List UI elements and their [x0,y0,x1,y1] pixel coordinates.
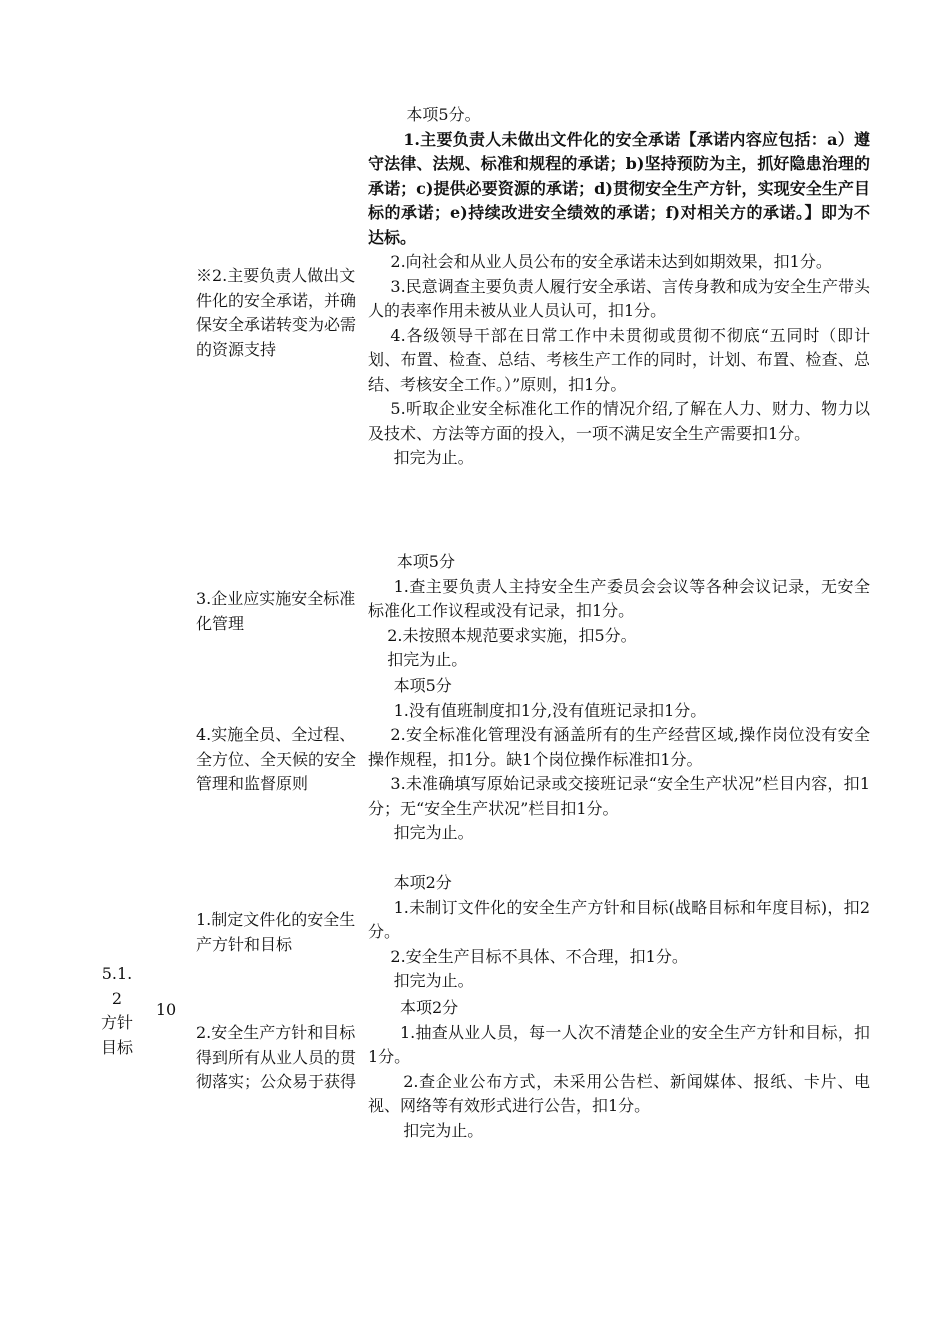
clause: 2.查企业公布方式，未采用公告栏、新闻媒体、报纸、卡片、电视、网络等有效形式进行公告，扣1分。 [368,1071,870,1115]
clause: 3.民意调查主要负责人履行安全承诺、言传身教和成为安全生产带头人的表率作用未被从业人员认可，扣1分。 [368,276,870,320]
scoring-criteria [368,550,870,673]
item-title: ※2.主要负责人做出文件化的安全承诺，并确保安全承诺转变为必需的资源支持 [196,266,357,359]
clause: 5.听取企业安全标准化工作的情况介绍,了解在人力、财力、物力以及技术、方法等方面的投入，一项不满足安全生产需要扣1分。 [368,399,870,443]
clause: 2.向社会和从业人员公布的安全承诺未达到如期效果，扣1分。 [390,252,832,271]
scoring-criteria [368,996,870,1143]
clause: 1.抽查从业人员，每一人次不清楚企业的安全生产方针和目标，扣1分。 [368,1022,870,1066]
score-line: 本项5分 [396,552,455,571]
item-title: 1.制定文件化的安全生产方针和目标 [196,910,356,954]
end-line: 扣完为止。 [403,1120,484,1140]
clause: 1.没有值班制度扣1分,没有值班记录扣1分。 [393,700,707,720]
item-title: 3.企业应实施安全标准化管理 [196,589,356,633]
score-line: 本项2分 [393,873,452,892]
score-line: 本项2分 [400,998,459,1017]
clause: 2.未按照本规范要求实施，扣5分。 [387,625,637,645]
clause: 1.查主要负责人主持安全生产委员会会议等各种会议记录，无安全标准化工作议程或没有记录，扣1分。 [368,576,870,620]
scoring-criteria [368,674,870,846]
clause: 2.安全生产目标不具体、不合理，扣1分。 [390,946,688,966]
clause: 3.未准确填写原始记录或交接班记录“安全生产状况”栏目内容，扣1分；无“安全生产状况”栏目扣1分。 [368,774,870,818]
score-line: 本项5分 [393,676,452,695]
scoring-criteria [368,871,870,994]
section-name: 方针 目标 [100,1013,133,1057]
section-id [90,962,144,1060]
end-line: 扣完为止。 [393,448,474,467]
section-score: 10 [155,1000,177,1019]
end-line: 扣完为止。 [393,971,474,990]
item-title: 2.安全生产方针和目标得到所有从业人员的贯彻落实；公众易于获得 [196,1023,357,1091]
end-line: 扣完为止。 [387,650,468,669]
clause-bold: 1.主要负责人未做出文件化的安全承诺【承诺内容应包括：a）遵守法律、法规、标准和规程的承诺；b)坚持预防为主，抓好隐患治理的承诺；c)提供必要资源的承诺；d)贯彻安全生产方针，实现安全生产目标的承诺；e)持续改进安全绩效的承诺；f)对相关方的承诺。】即为不达标。 [368,129,870,247]
score-line: 本项5分。 [406,105,481,124]
clause: 2.安全标准化管理没有涵盖所有的生产经营区域,操作岗位没有安全操作规程，扣1分。缺1个岗位操作标准扣1分。 [368,725,870,769]
section-number: 5.1. 2 [101,964,133,1008]
scoring-criteria [368,103,870,471]
end-line: 扣完为止。 [393,823,474,842]
clause: 4.各级领导干部在日常工作中未贯彻或贯彻不彻底“五同时（即计划、布置、检查、总结、考核生产工作的同时，计划、布置、检查、总结、考核安全工作。）”原则，扣1分。 [368,325,870,394]
item-title: 4.实施全员、全过程、全方位、全天候的安全管理和监督原则 [196,725,357,793]
clause: 1.未制订文件化的安全生产方针和目标(战略目标和年度目标)，扣2分。 [368,897,870,941]
